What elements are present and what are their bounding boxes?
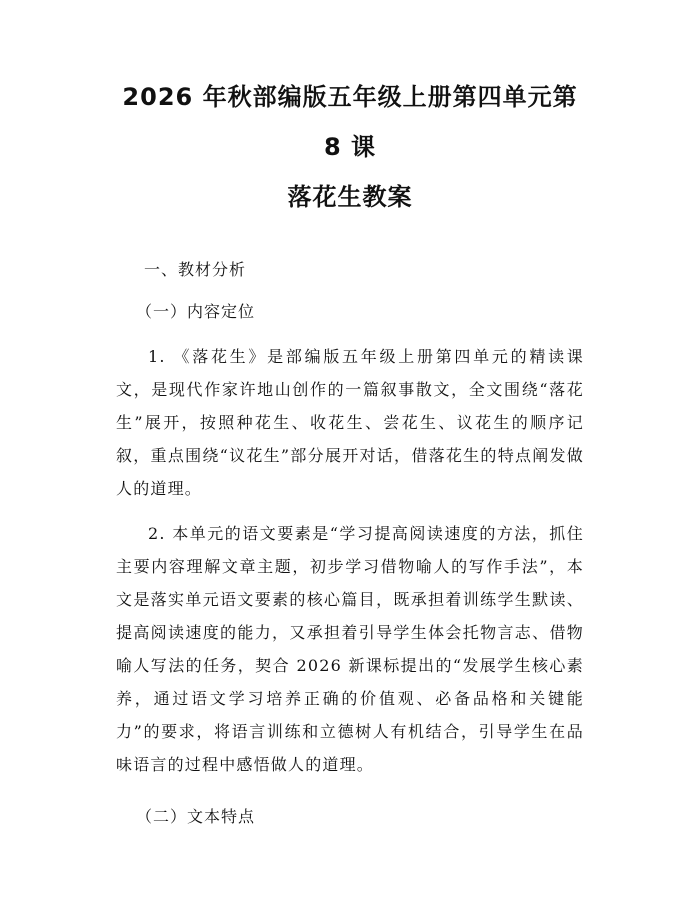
subsection-heading-text-features: （二）文本特点 <box>136 807 256 826</box>
document-title <box>116 72 584 222</box>
paragraph-2: 2. 本单元的语文要素是“学习提高阅读速度的方法，抓住主要内容理解文章主题，初步学习借物喻人的写作手法”，本文是落实单元语文要素的核心篇目，既承担着训练学生默读、提高阅读速度的能力，又承担着引导学生体会托物言志、借物喻人写法的任务，契合 2026 新课标提出的“发展学生核心素养，通过语文学习培养正确的价值观、必备品格和关键能力”的要求，将语言训练和立德树人有机结合，引导学生在品味语言的过程中感悟做人的道理。 <box>116 524 584 774</box>
title-line-2: 落花生教案 <box>287 183 413 211</box>
paragraph-1: 1. 《落花生》是部编版五年级上册第四单元的精读课文，是现代作家许地山创作的一篇叙事散文，全文围绕“落花生”展开，按照种花生、收花生、尝花生、议花生的顺序记叙，重点围绕“议花生”部分展开对话，借落花生的特点阐发做人的道理。 <box>116 347 584 498</box>
subsection-heading-content-positioning: （一）内容定位 <box>136 302 256 321</box>
section-heading-teaching-material-analysis: 一、教材分析 <box>144 260 247 279</box>
title-line-1: 2026 年秋部编版五年级上册第四单元第 8 课 <box>122 83 578 161</box>
